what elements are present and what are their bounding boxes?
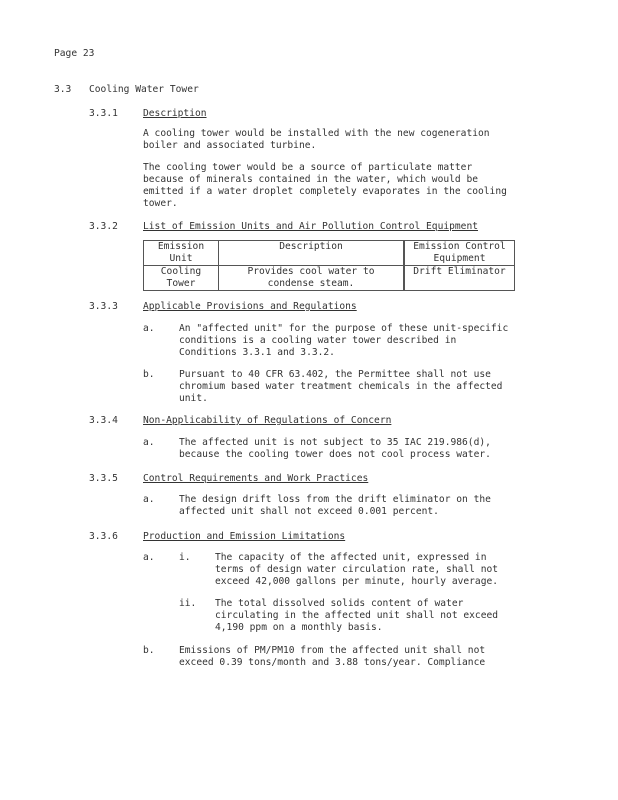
subsection-number: 3.3.1 <box>89 108 118 119</box>
section-number: 3.3 <box>54 84 72 95</box>
subsection-title: List of Emission Units and Air Pollution Control Equipment <box>143 221 479 232</box>
subsection-number: 3.3.3 <box>89 301 118 312</box>
table-header-row <box>144 241 515 266</box>
subsection-number: 3.3.5 <box>89 473 118 484</box>
item-label: b. <box>143 645 155 656</box>
description-paragraph: The cooling tower would be a source of particulate matter because of minerals contained in the water, which would be emitted if a water droplet completely evaporates in the cooling tower. <box>143 162 507 209</box>
subsection-title: Applicable Provisions and Regulations <box>143 301 357 312</box>
subsection-number: 3.3.6 <box>89 531 118 542</box>
table-cell: Drift Eliminator <box>405 266 515 291</box>
page-header: Page 23 <box>54 48 95 59</box>
table-cell: Cooling Tower <box>144 266 219 291</box>
subsection-title: Control Requirements and Work Practices <box>143 473 369 484</box>
subsection-title: Non-Applicability of Regulations of Concern <box>143 415 392 426</box>
item-label: b. <box>143 369 155 380</box>
item-text: Emissions of PM/PM10 from the affected unit shall not exceed 0.39 tons/month and 3.88 tons/year. Compliance <box>179 645 486 668</box>
table-row <box>144 266 515 291</box>
item-label: a. <box>143 494 155 505</box>
item-label: a. <box>143 552 155 563</box>
subsection-number: 3.3.2 <box>89 221 118 232</box>
subsection-number: 3.3.4 <box>89 415 118 426</box>
section-title: Cooling Water Tower <box>89 84 199 95</box>
subsection-title: Production and Emission Limitations <box>143 531 346 542</box>
table-header-cell: Emission Control Equipment <box>405 241 515 266</box>
item-text: The design drift loss from the drift eliminator on the affected unit shall not exceed 0.001 percent. <box>179 494 491 517</box>
item-label: a. <box>143 437 155 448</box>
emission-units-table <box>143 240 515 291</box>
table-cell: Provides cool water to condense steam. <box>219 266 404 291</box>
table-header-cell: Description <box>219 241 404 266</box>
item-text: An "affected unit" for the purpose of these unit-specific conditions is a cooling water tower described in Conditions 3.3.1 and 3.3.2. <box>179 323 509 358</box>
subitem-text: The total dissolved solids content of water circulating in the affected unit shall not exceed 4,190 ppm on a monthly basis. <box>215 598 499 633</box>
subitem-text: The capacity of the affected unit, expressed in terms of design water circulation rate, shall not exceed 42,000 gallons per minute, hourly average. <box>215 552 499 587</box>
subsection-title: Description <box>143 108 207 119</box>
item-text: Pursuant to 40 CFR 63.402, the Permittee shall not use chromium based water treatment chemicals in the affected unit. <box>179 369 503 404</box>
subitem-label: i. <box>179 552 191 563</box>
table-header-cell: Emission Unit <box>144 241 219 266</box>
item-text: The affected unit is not subject to 35 IAC 219.986(d), because the cooling tower does not cool process water. <box>179 437 491 460</box>
item-label: a. <box>143 323 155 334</box>
subitem-label: ii. <box>179 598 197 609</box>
description-paragraph: A cooling tower would be installed with the new cogeneration boiler and associated turbine. <box>143 128 490 151</box>
